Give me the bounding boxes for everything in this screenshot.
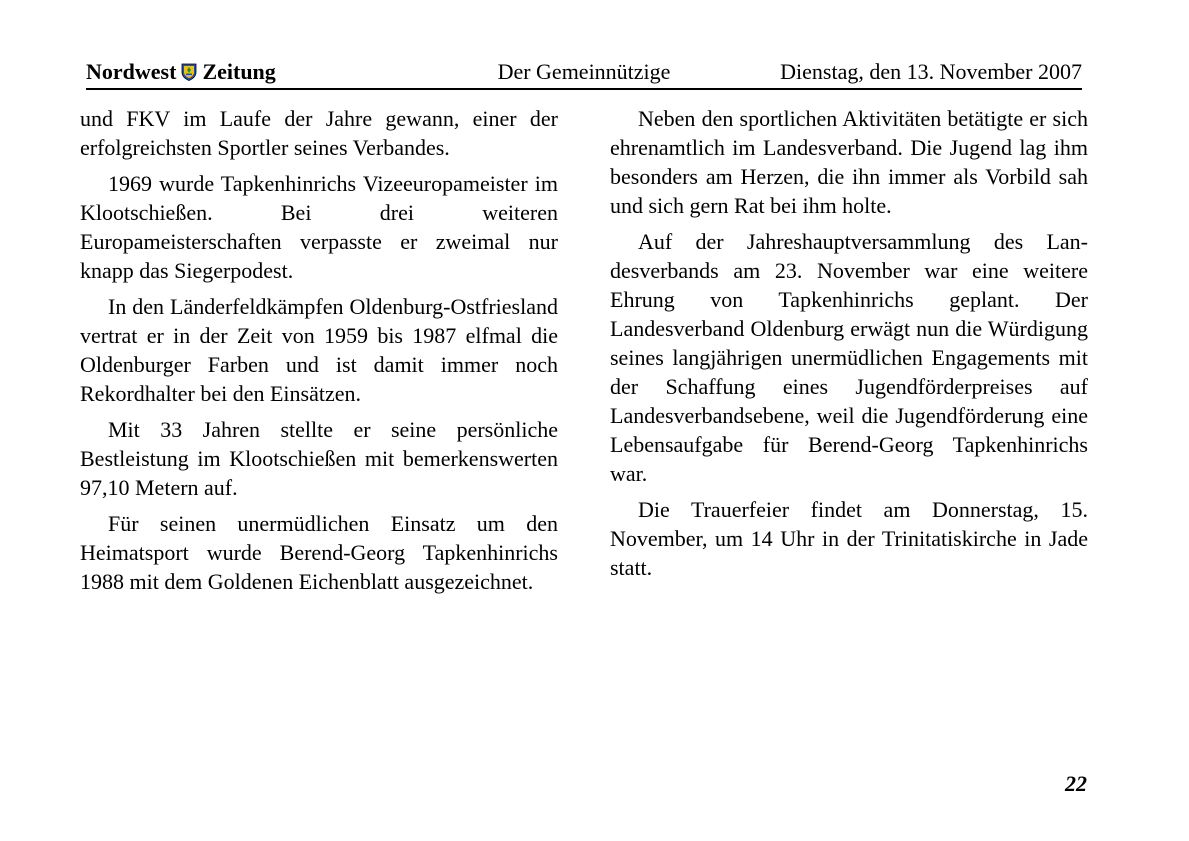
paragraph: und FKV im Laufe der Jahre gewann, einer der erfolgreichsten Sportler seines Verbandes.: [80, 106, 558, 160]
paragraph: In den Länderfeldkämpfen Oldenburg-Ostfriesland vertrat er in der Zeit von 1959 bis 1987 elfmal die Oldenburger Farben und ist damit immer noch Rekordhalter bei den Einsätzen.: [80, 294, 558, 406]
page-header: [86, 58, 1082, 90]
section-title: Der Gemeinnützige: [497, 59, 671, 84]
brand-name-left: Nordwest: [86, 59, 177, 84]
page-number: 22: [1065, 771, 1087, 796]
right-column: [610, 104, 1088, 589]
paragraph: Die Trauerfeier findet am Donnerstag, 15. November, um 14 Uhr in der Trinitatiskirche in Jade statt.: [610, 497, 1088, 580]
paragraph: 1969 wurde Tapkenhinrichs Vizeeuropameister im Klootschießen. Bei drei weiteren Europameisterschaften verpasste er zweimal nur knapp das Siegerpodest.: [80, 171, 558, 283]
brand-name-right: Zeitung: [202, 59, 276, 84]
paragraph: Auf der Jahreshauptversammlung des Landesverbands am 23. November war eine weitere Ehrung von Tapkenhinrichs geplant. Der Landesverband Oldenburg erwägt nun die Würdigung seines langjährigen unermüdlichen Engagements mit der Schaffung eines Jugendförderpreises auf Landesverbandsebene, weil die Jugendförderung eine Lebensaufgabe für Berend-Georg Tapkenhinrichs war.: [610, 229, 1088, 486]
left-column: [80, 104, 558, 603]
paragraph: Mit 33 Jahren stellte er seine persönliche Bestleistung im Klootschießen mit bemerkenswerten 97,10 Metern auf.: [80, 417, 558, 500]
paragraph: Neben den sportlichen Aktivitäten betätigte er sich ehrenamtlich im Landesverband. Die Jugend lag ihm besonders am Herzen, die ihn immer als Vorbild sah und sich gern Rat bei ihm holte.: [610, 106, 1088, 218]
paragraph: Für seinen unermüdlichen Einsatz um den Heimatsport wurde Berend-Georg Tapkenhinrichs 1988 mit dem Goldenen Eichenblatt ausgezeichnet.: [80, 511, 558, 594]
issue-date: Dienstag, den 13. November 2007: [780, 59, 1082, 84]
